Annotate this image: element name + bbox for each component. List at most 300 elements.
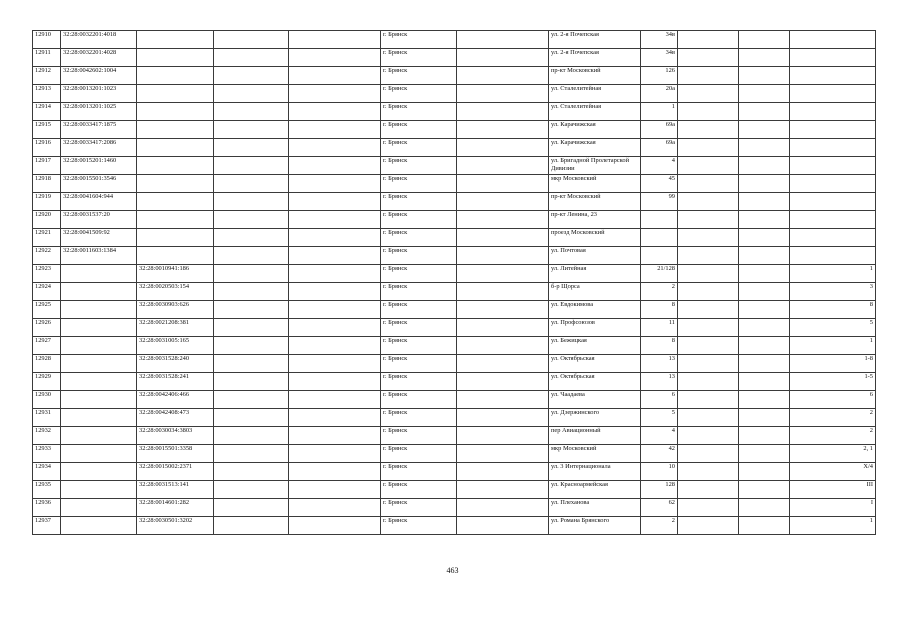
table-cell: 32:28:0041604:944 bbox=[61, 193, 137, 211]
table-cell bbox=[739, 85, 790, 103]
table-cell bbox=[790, 103, 876, 121]
table-cell bbox=[739, 499, 790, 517]
table-cell bbox=[678, 427, 739, 445]
table-cell bbox=[137, 193, 214, 211]
table-cell bbox=[289, 247, 381, 265]
table-cell bbox=[678, 319, 739, 337]
table-cell bbox=[214, 121, 289, 139]
table-cell bbox=[739, 175, 790, 193]
table-cell bbox=[61, 337, 137, 355]
table-cell bbox=[61, 463, 137, 481]
table-cell: ул. Почтовая bbox=[549, 247, 641, 265]
table-cell: 12914 bbox=[33, 103, 61, 121]
table-cell bbox=[739, 481, 790, 499]
table-cell: мкр Московский bbox=[549, 175, 641, 193]
table-cell bbox=[289, 409, 381, 427]
table-cell bbox=[739, 301, 790, 319]
table-cell: 69а bbox=[641, 139, 678, 157]
table-cell bbox=[790, 157, 876, 175]
table-cell: г. Брянск bbox=[381, 175, 457, 193]
table-cell bbox=[214, 337, 289, 355]
table-row bbox=[33, 211, 876, 229]
table-row bbox=[33, 355, 876, 373]
table-cell bbox=[457, 175, 549, 193]
table-cell: 32:28:0014601:282 bbox=[137, 499, 214, 517]
table-cell: 12922 bbox=[33, 247, 61, 265]
table-cell bbox=[61, 355, 137, 373]
table-cell: 12923 bbox=[33, 265, 61, 283]
table-cell: г. Брянск bbox=[381, 499, 457, 517]
table-cell: 12926 bbox=[33, 319, 61, 337]
table-cell bbox=[289, 283, 381, 301]
table-cell bbox=[739, 355, 790, 373]
table-cell: 32:28:0042406:466 bbox=[137, 391, 214, 409]
table-cell: 12920 bbox=[33, 211, 61, 229]
table-cell: 10 bbox=[641, 463, 678, 481]
table-cell: 42 bbox=[641, 445, 678, 463]
table-cell bbox=[790, 85, 876, 103]
table-cell bbox=[457, 121, 549, 139]
table-cell bbox=[457, 481, 549, 499]
table-cell bbox=[739, 373, 790, 391]
table-cell bbox=[61, 427, 137, 445]
table-cell bbox=[137, 157, 214, 175]
table-cell bbox=[214, 49, 289, 67]
table-cell: 12915 bbox=[33, 121, 61, 139]
table-cell bbox=[457, 193, 549, 211]
table-cell bbox=[61, 517, 137, 535]
table-cell: 99 bbox=[641, 193, 678, 211]
table-cell bbox=[137, 85, 214, 103]
table-cell: 3 bbox=[790, 283, 876, 301]
table-cell: 12910 bbox=[33, 31, 61, 49]
table-cell: г. Брянск bbox=[381, 157, 457, 175]
table-cell bbox=[457, 103, 549, 121]
table-cell: г. Брянск bbox=[381, 193, 457, 211]
table-cell bbox=[739, 157, 790, 175]
table-cell bbox=[678, 409, 739, 427]
table-cell bbox=[289, 229, 381, 247]
table-cell bbox=[790, 31, 876, 49]
table-cell bbox=[739, 193, 790, 211]
table-cell: ул. Чаадаева bbox=[549, 391, 641, 409]
table-cell bbox=[739, 517, 790, 535]
table-cell: г. Брянск bbox=[381, 49, 457, 67]
table-cell bbox=[137, 211, 214, 229]
table-cell bbox=[739, 211, 790, 229]
table-cell: 12924 bbox=[33, 283, 61, 301]
table-cell: г. Брянск bbox=[381, 103, 457, 121]
table-cell bbox=[289, 157, 381, 175]
table-cell bbox=[61, 301, 137, 319]
table-cell bbox=[739, 427, 790, 445]
table-cell bbox=[214, 247, 289, 265]
table-cell bbox=[214, 103, 289, 121]
table-cell bbox=[214, 31, 289, 49]
table-cell bbox=[61, 481, 137, 499]
table-cell: 13 bbox=[641, 373, 678, 391]
table-cell: 12911 bbox=[33, 49, 61, 67]
table-cell: 11 bbox=[641, 319, 678, 337]
table-cell bbox=[739, 49, 790, 67]
table-cell bbox=[289, 121, 381, 139]
table-cell: ул. Карачижская bbox=[549, 121, 641, 139]
table-cell bbox=[289, 481, 381, 499]
table-row bbox=[33, 283, 876, 301]
table-cell: 6 bbox=[790, 391, 876, 409]
table-cell bbox=[289, 265, 381, 283]
table-cell bbox=[457, 337, 549, 355]
table-row bbox=[33, 445, 876, 463]
table-cell bbox=[739, 121, 790, 139]
table-cell bbox=[457, 463, 549, 481]
table-cell bbox=[739, 103, 790, 121]
table-cell bbox=[214, 481, 289, 499]
table-cell bbox=[790, 229, 876, 247]
table-row bbox=[33, 139, 876, 157]
table-cell: I bbox=[790, 499, 876, 517]
table-cell bbox=[457, 49, 549, 67]
table-cell: г. Брянск bbox=[381, 211, 457, 229]
table-cell bbox=[214, 373, 289, 391]
table-cell bbox=[289, 445, 381, 463]
table-cell bbox=[214, 211, 289, 229]
table-cell bbox=[790, 211, 876, 229]
table-cell: 13 bbox=[641, 355, 678, 373]
table-cell bbox=[678, 265, 739, 283]
table-cell: г. Брянск bbox=[381, 463, 457, 481]
table-row bbox=[33, 427, 876, 445]
table-cell bbox=[137, 121, 214, 139]
table-cell: ул. Профсоюзов bbox=[549, 319, 641, 337]
table-cell bbox=[289, 67, 381, 85]
table-cell bbox=[289, 175, 381, 193]
table-row bbox=[33, 31, 876, 49]
table-cell: 2 bbox=[641, 517, 678, 535]
table-cell bbox=[678, 211, 739, 229]
table-cell bbox=[289, 517, 381, 535]
table-row bbox=[33, 391, 876, 409]
table-cell: 32:28:0032201:4018 bbox=[61, 31, 137, 49]
table-cell bbox=[678, 67, 739, 85]
table-cell: проезд Московский bbox=[549, 229, 641, 247]
table-cell bbox=[678, 481, 739, 499]
table-cell: 12917 bbox=[33, 157, 61, 175]
table-cell: 32:28:0030903:626 bbox=[137, 301, 214, 319]
table-cell bbox=[678, 229, 739, 247]
table-row bbox=[33, 481, 876, 499]
table-row bbox=[33, 337, 876, 355]
table-cell bbox=[137, 139, 214, 157]
table-row bbox=[33, 409, 876, 427]
table-cell: ул. 3 Интернационала bbox=[549, 463, 641, 481]
table-cell: г. Брянск bbox=[381, 283, 457, 301]
table-cell bbox=[457, 391, 549, 409]
table-cell: 32:28:0011603:1384 bbox=[61, 247, 137, 265]
table-cell bbox=[457, 301, 549, 319]
table-cell bbox=[739, 67, 790, 85]
table-cell bbox=[137, 67, 214, 85]
table-cell bbox=[739, 265, 790, 283]
table-cell bbox=[214, 463, 289, 481]
table-cell bbox=[137, 247, 214, 265]
table-cell bbox=[289, 319, 381, 337]
table-cell: 8 bbox=[790, 301, 876, 319]
table-cell bbox=[739, 31, 790, 49]
table-cell: 1 bbox=[790, 517, 876, 535]
table-cell bbox=[137, 31, 214, 49]
table-cell bbox=[214, 265, 289, 283]
table-cell bbox=[457, 157, 549, 175]
table-cell: ул. Октябрьская bbox=[549, 355, 641, 373]
table-cell bbox=[790, 67, 876, 85]
table-cell bbox=[457, 283, 549, 301]
table-cell bbox=[289, 301, 381, 319]
table-cell: 62 bbox=[641, 499, 678, 517]
table-cell: 32:28:0015002:2371 bbox=[137, 463, 214, 481]
table-cell: г. Брянск bbox=[381, 445, 457, 463]
table-cell bbox=[457, 211, 549, 229]
table-row bbox=[33, 247, 876, 265]
table-cell: 32:28:0010941:186 bbox=[137, 265, 214, 283]
table-cell bbox=[61, 373, 137, 391]
table-cell: 4 bbox=[641, 427, 678, 445]
table-cell: 32:28:0015501:3358 bbox=[137, 445, 214, 463]
table-cell: 12919 bbox=[33, 193, 61, 211]
table-cell bbox=[214, 301, 289, 319]
table-cell: 32:28:0031528:240 bbox=[137, 355, 214, 373]
table-cell bbox=[289, 337, 381, 355]
table-cell bbox=[678, 337, 739, 355]
table-cell: 32:28:0030034:3803 bbox=[137, 427, 214, 445]
table-cell bbox=[457, 139, 549, 157]
table-cell bbox=[739, 247, 790, 265]
table-cell bbox=[61, 499, 137, 517]
table-cell: 34в bbox=[641, 31, 678, 49]
table-cell: г. Брянск bbox=[381, 319, 457, 337]
table-cell bbox=[457, 319, 549, 337]
table-cell: ул. Красноармейская bbox=[549, 481, 641, 499]
table-cell: пр-кт Московский bbox=[549, 193, 641, 211]
table-cell bbox=[214, 229, 289, 247]
table-row bbox=[33, 265, 876, 283]
table-cell bbox=[61, 265, 137, 283]
table-cell: ул. Евдокимова bbox=[549, 301, 641, 319]
table-cell: 32:28:0032201:4028 bbox=[61, 49, 137, 67]
table-cell: 1 bbox=[641, 103, 678, 121]
table-cell bbox=[678, 121, 739, 139]
table-cell: 128 bbox=[641, 481, 678, 499]
table-row bbox=[33, 193, 876, 211]
table-cell: 12912 bbox=[33, 67, 61, 85]
table-cell bbox=[790, 175, 876, 193]
table-cell bbox=[790, 193, 876, 211]
table-cell: 32:28:0031513:141 bbox=[137, 481, 214, 499]
table-cell bbox=[214, 409, 289, 427]
table-cell: 32:28:0020503:154 bbox=[137, 283, 214, 301]
table-cell bbox=[678, 445, 739, 463]
table-cell: 32:28:0042602:1004 bbox=[61, 67, 137, 85]
table-cell: ул. Сталелитейная bbox=[549, 85, 641, 103]
table-cell bbox=[214, 355, 289, 373]
table-cell: 12937 bbox=[33, 517, 61, 535]
table-cell bbox=[641, 229, 678, 247]
table-cell bbox=[678, 157, 739, 175]
table-row bbox=[33, 85, 876, 103]
table-row bbox=[33, 301, 876, 319]
table-row bbox=[33, 121, 876, 139]
table-cell: 32:28:0033417:2086 bbox=[61, 139, 137, 157]
table-cell: 45 bbox=[641, 175, 678, 193]
table-cell: мкр Московский bbox=[549, 445, 641, 463]
table-cell bbox=[289, 49, 381, 67]
table-cell: г. Брянск bbox=[381, 391, 457, 409]
table-cell bbox=[214, 427, 289, 445]
table-row bbox=[33, 499, 876, 517]
table-cell: 2 bbox=[790, 427, 876, 445]
table-cell bbox=[739, 229, 790, 247]
table-cell bbox=[678, 373, 739, 391]
table-cell bbox=[289, 193, 381, 211]
table-cell bbox=[61, 409, 137, 427]
table-cell bbox=[678, 247, 739, 265]
table-cell: 6 bbox=[641, 391, 678, 409]
table-cell bbox=[739, 319, 790, 337]
table-cell bbox=[289, 427, 381, 445]
table-cell bbox=[61, 391, 137, 409]
table-cell bbox=[457, 517, 549, 535]
table-cell: ул. Октябрьская bbox=[549, 373, 641, 391]
table-cell: 5 bbox=[790, 319, 876, 337]
table-cell: 2 bbox=[641, 283, 678, 301]
table-cell bbox=[739, 409, 790, 427]
table-cell: 2 bbox=[790, 409, 876, 427]
table-cell: 12918 bbox=[33, 175, 61, 193]
table-cell bbox=[137, 49, 214, 67]
table-cell bbox=[289, 373, 381, 391]
table-cell: ул. Дзержинского bbox=[549, 409, 641, 427]
table-cell bbox=[457, 409, 549, 427]
table-cell bbox=[678, 31, 739, 49]
table-cell bbox=[61, 445, 137, 463]
table-cell: X/4 bbox=[790, 463, 876, 481]
table-cell bbox=[214, 445, 289, 463]
table-cell: 12935 bbox=[33, 481, 61, 499]
table-cell: 32:28:0031537:20 bbox=[61, 211, 137, 229]
table-cell: 1 bbox=[790, 337, 876, 355]
table-cell bbox=[457, 31, 549, 49]
table-cell bbox=[214, 157, 289, 175]
table-cell: 8 bbox=[641, 337, 678, 355]
table-cell: ул. Карачижская bbox=[549, 139, 641, 157]
table-cell: пр-кт Московский bbox=[549, 67, 641, 85]
table-cell: 12928 bbox=[33, 355, 61, 373]
table-cell bbox=[289, 463, 381, 481]
table-cell: г. Брянск bbox=[381, 229, 457, 247]
table-cell bbox=[457, 427, 549, 445]
table-cell: г. Брянск bbox=[381, 427, 457, 445]
table-cell bbox=[739, 391, 790, 409]
table-cell: г. Брянск bbox=[381, 67, 457, 85]
table-cell: 12927 bbox=[33, 337, 61, 355]
table-cell: ул. Сталелитейная bbox=[549, 103, 641, 121]
table-cell bbox=[678, 499, 739, 517]
table-cell bbox=[457, 499, 549, 517]
table-cell: 8 bbox=[641, 301, 678, 319]
table-cell bbox=[739, 463, 790, 481]
table-cell bbox=[61, 319, 137, 337]
table-cell bbox=[289, 85, 381, 103]
table-cell bbox=[61, 283, 137, 301]
table-row bbox=[33, 463, 876, 481]
table-cell bbox=[790, 121, 876, 139]
table-cell: г. Брянск bbox=[381, 265, 457, 283]
table-cell: 12929 bbox=[33, 373, 61, 391]
table-cell bbox=[457, 355, 549, 373]
table-cell bbox=[678, 175, 739, 193]
page-number: 463 bbox=[446, 566, 459, 575]
table-cell: 34в bbox=[641, 49, 678, 67]
table-cell bbox=[289, 31, 381, 49]
table-cell: 12913 bbox=[33, 85, 61, 103]
table-cell: ул. 2-я Почепская bbox=[549, 31, 641, 49]
table-cell: 12930 bbox=[33, 391, 61, 409]
table-cell bbox=[289, 355, 381, 373]
table-cell: 12931 bbox=[33, 409, 61, 427]
table-cell: ул. Бежицкая bbox=[549, 337, 641, 355]
table-row bbox=[33, 103, 876, 121]
table-cell: 32:28:0031005:165 bbox=[137, 337, 214, 355]
table-cell: г. Брянск bbox=[381, 373, 457, 391]
table-cell bbox=[137, 103, 214, 121]
table-cell bbox=[214, 193, 289, 211]
table-cell bbox=[214, 499, 289, 517]
table-cell: 32:28:0031528:241 bbox=[137, 373, 214, 391]
table-cell bbox=[214, 139, 289, 157]
table-cell bbox=[678, 49, 739, 67]
table-cell: 12921 bbox=[33, 229, 61, 247]
table-cell bbox=[214, 283, 289, 301]
table-cell bbox=[457, 67, 549, 85]
table-cell: г. Брянск bbox=[381, 355, 457, 373]
table-row bbox=[33, 517, 876, 535]
table-cell: III bbox=[790, 481, 876, 499]
table-row bbox=[33, 157, 876, 175]
table-cell bbox=[457, 265, 549, 283]
table-cell bbox=[214, 319, 289, 337]
table-cell bbox=[137, 229, 214, 247]
table-cell bbox=[289, 211, 381, 229]
table-cell: ул. Литейная bbox=[549, 265, 641, 283]
table-cell bbox=[678, 283, 739, 301]
table-cell: 12916 bbox=[33, 139, 61, 157]
table-cell: б-р Щорса bbox=[549, 283, 641, 301]
table-cell: ул. Бригадной Пролетарской Дивизии bbox=[549, 157, 641, 175]
table-cell: г. Брянск bbox=[381, 139, 457, 157]
table-row bbox=[33, 373, 876, 391]
table-cell bbox=[678, 463, 739, 481]
table-cell bbox=[289, 391, 381, 409]
table-cell: 12925 bbox=[33, 301, 61, 319]
table-cell: 21/128 bbox=[641, 265, 678, 283]
table-cell: г. Брянск bbox=[381, 121, 457, 139]
table-row bbox=[33, 49, 876, 67]
table-cell: г. Брянск bbox=[381, 337, 457, 355]
table-cell bbox=[790, 49, 876, 67]
table-cell: 12934 bbox=[33, 463, 61, 481]
table-cell: 32:28:0021208:381 bbox=[137, 319, 214, 337]
table-cell bbox=[678, 139, 739, 157]
